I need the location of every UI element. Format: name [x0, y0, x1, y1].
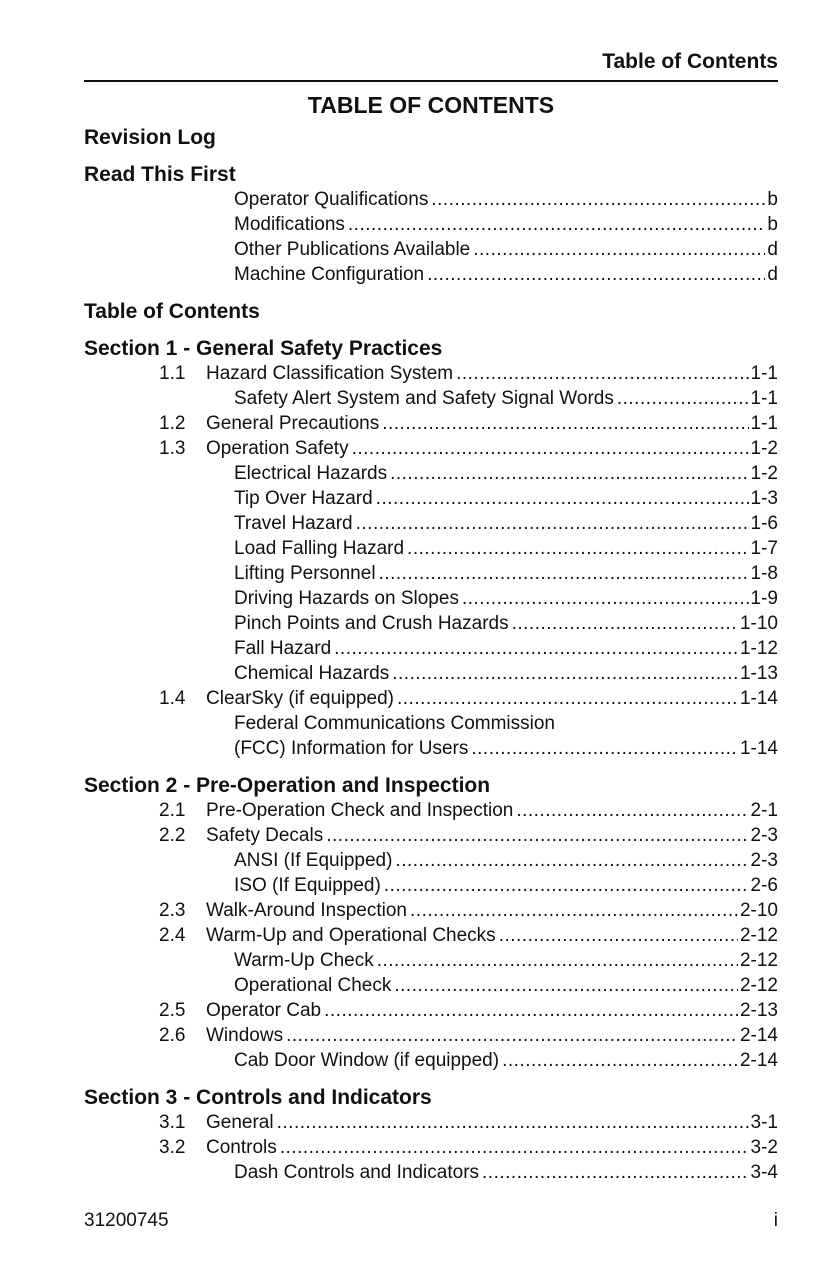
page-title: TABLE OF CONTENTS: [307, 92, 555, 118]
toc-entry-page: 1-1: [750, 413, 778, 434]
toc-entry-number: 2.4: [159, 925, 186, 946]
toc-entry-number: 3.2: [159, 1137, 186, 1158]
toc-entry[interactable]: [84, 898, 778, 923]
toc-entry-text: Controls: [206, 1137, 277, 1158]
toc-entry[interactable]: [84, 798, 778, 823]
toc-entry-text: Operation Safety: [206, 438, 349, 459]
toc-entry-page: 1-7: [750, 538, 778, 559]
toc-entry-page: 1-10: [739, 613, 778, 634]
dot-leader: [397, 686, 738, 711]
dot-leader: [280, 1135, 749, 1160]
toc-entry[interactable]: [84, 1135, 778, 1160]
dot-leader: [348, 212, 766, 237]
toc-entry-page: 3-2: [750, 1137, 778, 1158]
toc-entry[interactable]: [84, 187, 778, 212]
document-number: 31200745: [84, 1210, 169, 1231]
toc-entry[interactable]: [84, 998, 778, 1023]
toc-heading-section-3[interactable]: Section 3 - Controls and Indicators: [84, 1086, 432, 1109]
toc-entry[interactable]: [84, 262, 778, 287]
toc-entry-text: Lifting Personnel: [234, 563, 376, 584]
toc-entry-text: Safety Alert System and Safety Signal Words: [234, 388, 614, 409]
toc-entry-text: Warm-Up and Operational Checks: [206, 925, 496, 946]
toc-entry-text: ANSI (If Equipped): [234, 850, 393, 871]
toc-heading-section-1[interactable]: Section 1 - General Safety Practices: [84, 337, 443, 360]
toc-entry-number: 1.4: [159, 688, 186, 709]
toc-entry-page: 1-6: [750, 513, 778, 534]
toc-entry[interactable]: [84, 1110, 778, 1135]
toc-entry-page: 1-9: [750, 588, 778, 609]
toc-entry-page: 2-10: [739, 900, 778, 921]
toc-entry-page: 3-4: [750, 1162, 778, 1183]
dot-leader: [394, 973, 738, 998]
toc-heading-section-2[interactable]: Section 2 - Pre-Operation and Inspection: [84, 774, 491, 797]
toc-entry-number: 3.1: [159, 1112, 186, 1133]
toc-entry-page: 2-3: [750, 825, 778, 846]
dot-leader: [379, 561, 749, 586]
dot-leader: [407, 536, 748, 561]
toc-list: [84, 125, 778, 1185]
toc-heading-table-of-contents[interactable]: Table of Contents: [84, 300, 260, 323]
toc-entry-text: Walk-Around Inspection: [206, 900, 408, 921]
toc-entry-page: 2-12: [739, 975, 778, 996]
toc-entry[interactable]: [84, 686, 778, 711]
toc-entry-page: 1-3: [750, 488, 778, 509]
toc-entry-page: 1-2: [750, 463, 778, 484]
dot-leader: [326, 823, 748, 848]
toc-entry[interactable]: [84, 611, 778, 636]
dot-leader: [392, 661, 738, 686]
toc-entry-text: Travel Hazard: [234, 513, 353, 534]
toc-entry[interactable]: [84, 361, 778, 386]
toc-heading-revision-log[interactable]: Revision Log: [84, 126, 216, 149]
toc-entry[interactable]: [84, 873, 778, 898]
page-number: i: [773, 1210, 778, 1231]
toc-entry-text: Fall Hazard: [234, 638, 332, 659]
toc-entry-number: 1.2: [159, 413, 186, 434]
toc-entry-page: 2-13: [739, 1000, 778, 1021]
dot-leader: [382, 411, 748, 436]
toc-entry-number: 2.5: [159, 1000, 186, 1021]
toc-entry[interactable]: [84, 1023, 778, 1048]
toc-entry-text: ISO (If Equipped): [234, 875, 381, 896]
toc-entry-number: 1.3: [159, 438, 186, 459]
toc-entry-page: 1-8: [750, 563, 778, 584]
toc-entry-page: 2-12: [739, 925, 778, 946]
toc-entry-text: Driving Hazards on Slopes: [234, 588, 459, 609]
dot-leader: [499, 923, 738, 948]
toc-entry[interactable]: [84, 461, 778, 486]
dot-leader: [471, 736, 738, 761]
toc-entry-text: Electrical Hazards: [234, 463, 388, 484]
dot-leader: [286, 1023, 738, 1048]
toc-entry-text: Windows: [206, 1025, 284, 1046]
toc-entry[interactable]: [84, 923, 778, 948]
toc-entry[interactable]: [84, 1160, 778, 1185]
toc-entry-page: d: [767, 264, 778, 285]
dot-leader: [617, 386, 749, 411]
toc-entry-text: Load Falling Hazard: [234, 538, 405, 559]
toc-entry-page: 1-12: [739, 638, 778, 659]
toc-entry-page: 2-14: [739, 1050, 778, 1071]
dot-leader: [410, 898, 738, 923]
dot-leader: [456, 361, 748, 386]
toc-entry-text: Operator Cab: [206, 1000, 322, 1021]
toc-entry-text: Chemical Hazards: [234, 663, 390, 684]
toc-entry-page: 2-14: [739, 1025, 778, 1046]
toc-entry[interactable]: [84, 511, 778, 536]
toc-entry-text: Other Publications Available: [234, 239, 471, 260]
toc-entry-number: 2.6: [159, 1025, 186, 1046]
toc-entry[interactable]: [84, 486, 778, 511]
toc-entry[interactable]: [84, 1048, 778, 1073]
toc-entry[interactable]: [84, 386, 778, 411]
toc-entry-text: General: [206, 1112, 274, 1133]
toc-entry-page: b: [767, 189, 778, 210]
toc-entry-page: 2-6: [750, 875, 778, 896]
toc-entry-text: Tip Over Hazard: [234, 488, 373, 509]
toc-entry[interactable]: [84, 661, 778, 686]
toc-entry-text: Safety Decals: [206, 825, 324, 846]
toc-entry-text: Cab Door Window (if equipped): [234, 1050, 500, 1071]
toc-entry[interactable]: [84, 212, 778, 237]
toc-entry-page: 1-2: [750, 438, 778, 459]
dot-leader: [376, 486, 749, 511]
dot-leader: [502, 1048, 738, 1073]
dot-leader: [512, 611, 738, 636]
toc-entry-text: Operator Qualifications: [234, 189, 429, 210]
toc-entry-number: 2.1: [159, 800, 186, 821]
dot-leader: [473, 237, 765, 262]
toc-entry[interactable]: [84, 848, 778, 873]
toc-entry-text: Hazard Classification System: [206, 363, 454, 384]
dot-leader: [334, 636, 738, 661]
toc-entry-page: d: [767, 239, 778, 260]
dot-leader: [516, 798, 748, 823]
toc-entry-page: 3-1: [750, 1112, 778, 1133]
toc-entry-text: Machine Configuration: [234, 264, 425, 285]
toc-entry[interactable]: [84, 561, 778, 586]
toc-entry-text: (FCC) Information for Users: [234, 738, 469, 759]
toc-entry-page: 2-3: [750, 850, 778, 871]
dot-leader: [431, 187, 765, 212]
toc-entry-page: 1-14: [739, 688, 778, 709]
toc-entry[interactable]: [84, 736, 778, 761]
toc-entry-page: 1-14: [739, 738, 778, 759]
toc-entry-page: 1-1: [750, 363, 778, 384]
dot-leader: [352, 436, 749, 461]
toc-entry[interactable]: [84, 948, 778, 973]
dot-leader: [277, 1110, 749, 1135]
toc-entry-page: 1-1: [750, 388, 778, 409]
toc-entry[interactable]: [84, 536, 778, 561]
dot-leader: [324, 998, 738, 1023]
toc-entry[interactable]: [84, 586, 778, 611]
toc-entry[interactable]: [84, 237, 778, 262]
toc-entry-text: General Precautions: [206, 413, 380, 434]
dot-leader: [384, 873, 749, 898]
dot-leader: [390, 461, 748, 486]
toc-entry-text: ClearSky (if equipped): [206, 688, 394, 709]
toc-heading-read-this-first[interactable]: Read This First: [84, 163, 236, 186]
toc-entry-text: Operational Check: [234, 975, 392, 996]
toc-entry[interactable]: [84, 436, 778, 461]
toc-entry[interactable]: [84, 411, 778, 436]
dot-leader: [377, 948, 738, 973]
toc-entry-page: 2-12: [739, 950, 778, 971]
header-rule: [84, 80, 778, 82]
toc-entry-number: 2.3: [159, 900, 186, 921]
dot-leader: [482, 1160, 749, 1185]
running-header: Table of Contents: [602, 50, 778, 73]
dot-leader: [427, 262, 765, 287]
toc-entry-number: 1.1: [159, 363, 186, 384]
toc-entry-number: 2.2: [159, 825, 186, 846]
toc-entry-text-line1[interactable]: Federal Communications Commission: [234, 713, 555, 734]
toc-entry-page: 1-13: [739, 663, 778, 684]
toc-entry[interactable]: [84, 823, 778, 848]
dot-leader: [356, 511, 749, 536]
toc-entry-text: Modifications: [234, 214, 345, 235]
toc-entry-page: b: [767, 214, 778, 235]
toc-entry-text: Warm-Up Check: [234, 950, 374, 971]
toc-entry-page: 2-1: [750, 800, 778, 821]
dot-leader: [462, 586, 749, 611]
toc-entry-text: Dash Controls and Indicators: [234, 1162, 480, 1183]
toc-entry[interactable]: [84, 636, 778, 661]
dot-leader: [395, 848, 748, 873]
toc-entry[interactable]: [84, 973, 778, 998]
toc-entry-text: Pre-Operation Check and Inspection: [206, 800, 514, 821]
toc-entry-text: Pinch Points and Crush Hazards: [234, 613, 509, 634]
